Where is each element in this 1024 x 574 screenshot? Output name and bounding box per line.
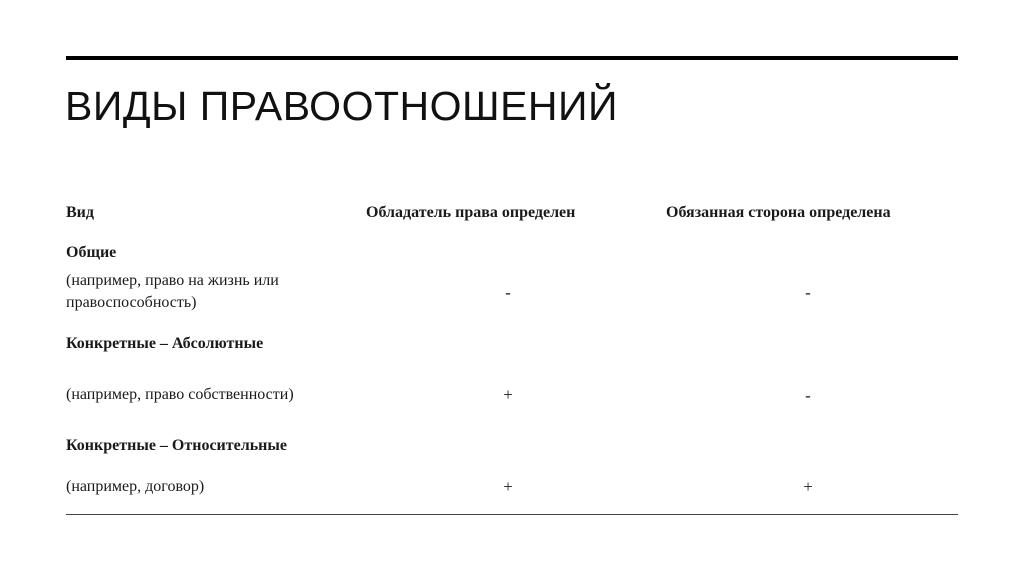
row-type-name: Общие [66, 244, 117, 261]
header-type: Вид [66, 204, 94, 221]
row-example: (например, право на жизнь или [66, 272, 279, 289]
slide-title: ВИДЫ ПРАВООТНОШЕНИЙ [65, 83, 618, 129]
obligor-defined-mark: - [805, 386, 811, 405]
row-type-name: Конкретные – Относительные [66, 437, 287, 454]
row-example: (например, договор) [66, 478, 205, 495]
obligor-defined-mark: + [803, 477, 813, 496]
row-type-name: Конкретные – Абсолютные [66, 335, 264, 352]
header-obligor-defined: Обязанная сторона определена [666, 204, 891, 221]
holder-defined-mark: + [503, 385, 513, 404]
obligor-defined-mark: - [805, 283, 811, 302]
row-example: (например, право собственности) [66, 386, 294, 403]
holder-defined-mark: - [505, 283, 511, 302]
row-example-cont: правоспособность) [66, 294, 197, 311]
top-divider [66, 56, 958, 60]
holder-defined-mark: + [503, 477, 513, 496]
bottom-divider [66, 514, 958, 515]
header-holder-defined: Обладатель права определен [366, 204, 576, 221]
